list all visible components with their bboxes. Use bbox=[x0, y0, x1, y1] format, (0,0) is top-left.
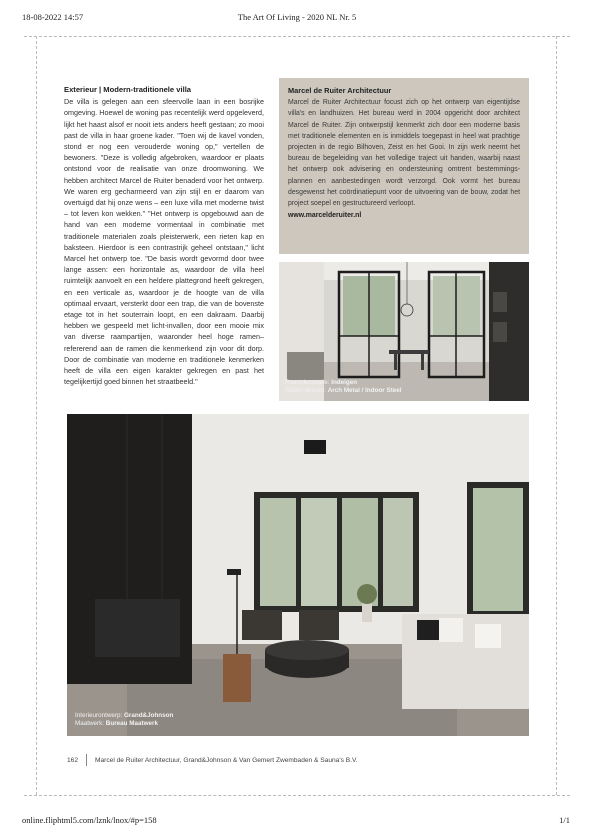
footer-credits: Marcel de Ruiter Architectuur, Grand&Johnson & Van Gemert Zwembaden & Sauna's B.V. bbox=[95, 756, 358, 764]
caption-custom-label: Maatwerk: bbox=[75, 720, 105, 727]
photo-top-caption bbox=[285, 379, 402, 395]
caption-window-value: Indeigen bbox=[331, 379, 358, 386]
caption-doors-label: Stalen deuren: bbox=[285, 387, 326, 394]
crop-line-left bbox=[36, 36, 37, 795]
footer-divider bbox=[86, 754, 87, 766]
article-heading: Exterieur | Modern-traditionele villa bbox=[64, 85, 192, 94]
architect-box-heading: Marcel de Ruiter Architectuur bbox=[288, 86, 392, 95]
interior-photo-steel-doors bbox=[279, 262, 529, 401]
article-column bbox=[64, 84, 264, 387]
caption-window-label: Raamdecoratie: bbox=[285, 379, 330, 386]
living-room-photo bbox=[67, 414, 529, 736]
photo-main-caption bbox=[75, 712, 173, 728]
caption-doors-value: Arch Metal / Indoor Steel bbox=[327, 387, 402, 394]
caption-interior-value: Grand&Johnson bbox=[124, 712, 174, 719]
living-room-illustration bbox=[67, 414, 529, 736]
architect-info-box bbox=[279, 78, 529, 254]
crop-line-top bbox=[24, 36, 570, 37]
crop-line-bottom bbox=[24, 795, 570, 796]
caption-custom-value: Bureau Maatwerk bbox=[105, 720, 158, 727]
architect-website-link[interactable]: www.marcelderuiter.nl bbox=[288, 212, 362, 220]
print-url: online.fliphtml5.com/lznk/lnox/#p=158 bbox=[22, 815, 157, 825]
caption-interior-label: Interieurontwerp: bbox=[75, 712, 123, 719]
print-publication-title: The Art Of Living - 2020 NL Nr. 5 bbox=[237, 12, 357, 22]
architect-box-body: Marcel de Ruiter Architectuur focust zich op het ontwerp van eigentijdse villa's en landhuizen. Het bureau werd in 2004 opgericht door architect Marcel de Ruiter. Zijn ontwerpstijl kenmerkt zich door een moderne basis met traditionele elementen en is inmiddels toegepast in heel wat prachtige projecten in de regio Bilhoven, Zeist en het Gooi. In zijn werk neemt het bureau de begeleiding van het volledige traject uit handen, waarbij naast het ontwerp ook advisering en ondersteuning omtrent bestemmings-plannen en aanbestedingen wordt verzorgd. Ook vormt het bureau desgewenst het coördinatiepunt voor de uitvoering van de bouw, zodat het project soepel en gestructureerd verloopt. bbox=[288, 99, 520, 208]
crop-line-right bbox=[556, 36, 557, 795]
print-page-count: 1/1 bbox=[559, 815, 570, 825]
article-body: De villa is gelegen aan een sfeervolle laan in een bosrijke omgeving. Hoewel de woning pas recentelijk werd opgeleverd, lijkt het haast alsof er nooit iets anders heeft gestaan; zo mooi past de villa in haar groene kader. "Toen wij de kavel vonden, stond er nog een verouderde woning op," vertellen de bewoners. "Deze is volledig afgebroken, waardoor er plaats ontstond voor de realisatie van onze droomwoning. We hebben architect Marcel de Ruiter benaderd voor het ontwerp. We waren erg gecharmeerd van zijn stijl en er daarom van overtuigd dat hij onze wens – een luxe villa met moderne twist – tot leven kon wekken." "Het ontwerp is opgebouwd aan de hand van een moderne vormentaal in combinatie met traditionele materialen zoals pleisterwerk, een rieten kap en baksteen. Hierdoor is een contrastrijk geheel ontstaan," licht Marcel het ontwerp toe. "De basis wordt gevormd door twee lange assen: een horizontale as, waardoor de villa heel ruimtelijk aanvoelt en een heldere plattegrond heeft gekregen, en een verticale as, waardoor je de hoogte van de villa optimaal ervaart, versterkt door een trap, die van de bovenste etage tot in het souterrain loopt, en een dakraam. Daarbij hebben we gespeeld met licht-invallen, door een mooie mix van diverse raampartijen, waaronder heel hoge ramen– refererend aan de ramen die kenmerkend zijn voor dit dorp. Door de combinatie van moderne en traditionele kenmerken heeft de villa een eigen karakter gekregen en past het tegelijkertijd goed binnen het straatbeeld." bbox=[64, 97, 264, 387]
page-number: 162 bbox=[67, 756, 79, 764]
print-datetime: 18-08-2022 14:57 bbox=[22, 12, 84, 22]
magazine-footer bbox=[67, 754, 358, 766]
